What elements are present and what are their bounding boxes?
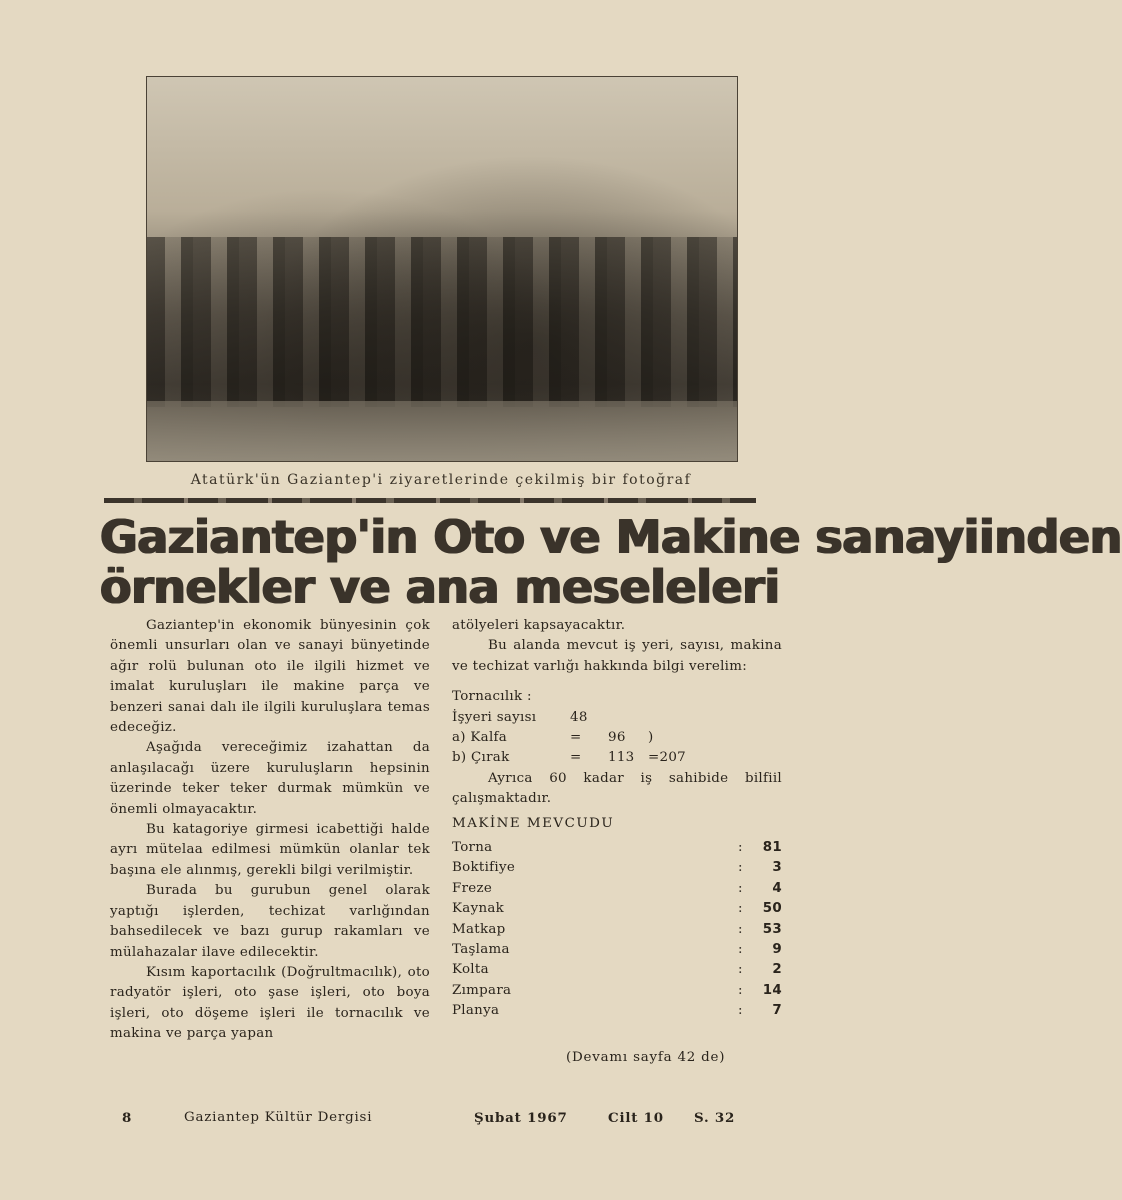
machine-heading: MAKİNE MEVCUDU [452, 815, 615, 831]
machine-count: 7 [772, 1003, 782, 1019]
workplace-row [452, 708, 782, 728]
machine-count: 50 [762, 901, 782, 917]
kalfa-eq: = [570, 730, 582, 746]
cirak-label: b) Çırak [452, 750, 510, 766]
cirak-count: 113 [608, 750, 635, 766]
machine-name: Taşlama [452, 941, 510, 957]
photo-caption: Atatürk'ün Gaziantep'i ziyaretlerinde çekilmiş bir fotoğraf [190, 472, 692, 488]
machine-row [452, 838, 782, 858]
machine-count: 2 [772, 962, 782, 978]
cirak-eq: = [570, 750, 582, 766]
kalfa-count: 96 [608, 730, 626, 746]
machine-colon: : [738, 840, 743, 856]
machine-name: Boktifiye [452, 860, 516, 876]
machine-count: 81 [762, 840, 782, 856]
right-column [452, 616, 782, 1022]
volume: Cilt 10 [608, 1110, 664, 1126]
kalfa-row [452, 728, 782, 748]
workplace-label: İşyeri sayısı [452, 709, 537, 725]
title-line-2: örnekler ve ana meseleleri [100, 560, 780, 614]
machine-name: Matkap [452, 921, 506, 937]
issue-date: Şubat 1967 [474, 1110, 568, 1126]
machine-row [452, 899, 782, 919]
machine-name: Planya [452, 1003, 500, 1019]
title-line-1: Gaziantep'in Oto ve Makine sanayiinden [100, 510, 1122, 564]
continued-note: (Devamı sayfa 42 de) [566, 1050, 726, 1065]
machine-name: Zımpara [452, 982, 512, 998]
intro-paragraph: Bu alanda mevcut iş yeri, sayısı, makina ve techizat varlığı hakkında bilgi verelim: [452, 638, 782, 674]
machine-colon: : [738, 1003, 743, 1019]
machine-count: 3 [772, 860, 782, 876]
machine-colon: : [738, 982, 743, 998]
machine-name: Kolta [452, 962, 489, 978]
machine-row [452, 920, 782, 940]
paragraph-3: Bu katagoriye girmesi icabettiği halde ayrı mütelaa edilmesi mümkün olanlar tek başına ele alınmış, gerekli bilgi verilmiştir. [110, 822, 430, 878]
cirak-row [452, 748, 782, 768]
machine-colon: : [738, 901, 743, 917]
machine-colon: : [738, 880, 743, 896]
brace-top: ) [648, 730, 654, 746]
machine-count: 53 [762, 921, 782, 937]
machine-count: 14 [762, 982, 782, 998]
subheading-turnery: Tornacılık : [452, 689, 532, 705]
machine-row [452, 858, 782, 878]
machine-list [452, 838, 782, 1022]
left-column [110, 616, 430, 1045]
machine-row [452, 940, 782, 960]
paragraph-2: Aşağıda vereceğimiz izahattan da anlaşılacağı üzere kuruluşların hepsinin üzerinde teker teker durmak mümkün ve önemli olmayacaktır. [110, 740, 430, 817]
machine-count: 9 [772, 941, 782, 957]
issue-number: S. 32 [694, 1110, 736, 1126]
extra-note: Ayrıca 60 kadar iş sahibide bilfiil çalışmaktadır. [452, 770, 782, 807]
historical-photo [146, 76, 738, 462]
intro-end: atölyeleri kapsayacaktır. [452, 618, 626, 633]
workplace-count: 48 [570, 709, 588, 725]
article-title [100, 510, 1122, 614]
machine-name: Kaynak [452, 901, 505, 917]
section-divider [104, 498, 756, 503]
paragraph-4: Burada bu gurubun genel olarak yaptığı işlerden, techizat varlığından bahsedilecek ve bazı gurup rakamları ve mülahazalar ilave edilecektir. [110, 883, 430, 960]
machine-row [452, 981, 782, 1001]
machine-colon: : [738, 921, 743, 937]
machine-colon: : [738, 860, 743, 876]
photo-ground-shading [147, 401, 737, 461]
kalfa-label: a) Kalfa [452, 730, 508, 746]
machine-colon: : [738, 962, 743, 978]
machine-row [452, 879, 782, 899]
journal-name: Gaziantep Kültür Dergisi [184, 1110, 373, 1125]
machine-count: 4 [772, 880, 782, 896]
paragraph-1: Gaziantep'in ekonomik bünyesinin çok önemli unsurları olan ve sanayi bünyetinde ağır rolü bulunan oto ile ilgili hizmet ve imalat kuruluşları ile makine parça ve benzeri sanai dalı ile ilgili kuruluşlara temas edeceğiz. [110, 618, 430, 736]
page-number: 8 [122, 1110, 133, 1126]
worker-total: =207 [648, 750, 686, 766]
paragraph-5: Kısım kaportacılık (Doğrultmacılık), oto radyatör işleri, oto şase işleri, oto boya işleri, oto döşeme işleri ile tornacılık ve makina ve parça yapan [110, 964, 430, 1042]
machine-row [452, 1001, 782, 1021]
machine-name: Freze [452, 880, 493, 896]
machine-name: Torna [452, 840, 493, 856]
photo-crowd-shading [147, 237, 737, 407]
machine-colon: : [738, 941, 743, 957]
machine-row [452, 960, 782, 980]
